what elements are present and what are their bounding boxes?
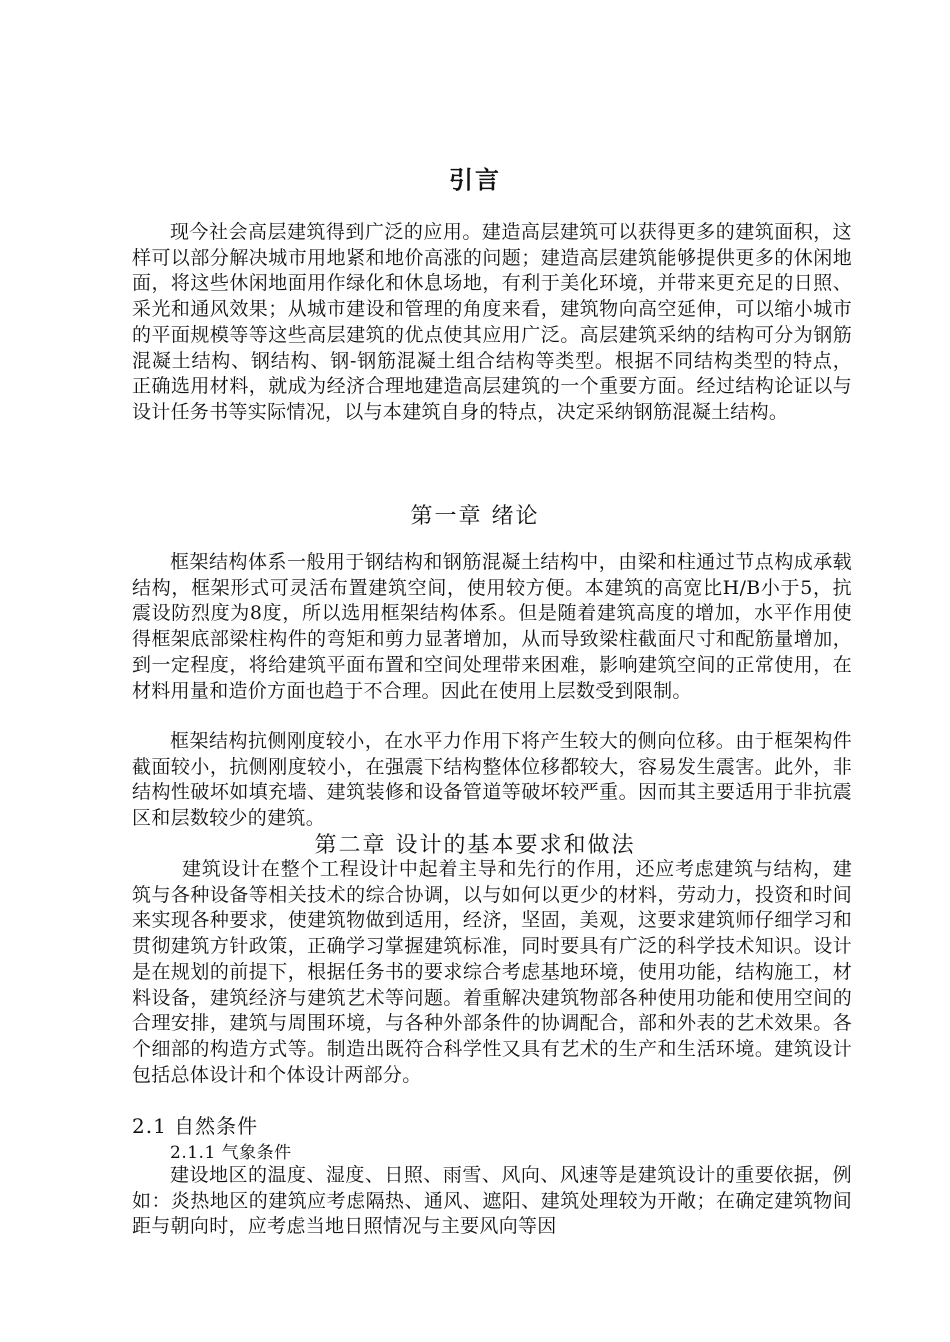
chapter1-title: 第一章 绪论 — [410, 504, 540, 529]
subsection-2-1-1-title: 2.1.1 气象条件 — [170, 1143, 292, 1163]
chapter1-paragraph-2: 框架结构抗侧刚度较小，在水平力作用下将产生较大的侧向位移。由于框架构件截面较小，抗侧刚度较小，在强震下结构整体位移都较大，容易发生震害。此外，非结构性破坏如填充墙、建筑装修和设备管道等破坏较严重。因而其主要适用于非抗震区和层数较少的建筑。 — [132, 730, 852, 830]
subsection-2-1-1-paragraph: 建设地区的温度、湿度、日照、雨雪、风向、风速等是建筑设计的重要依据，例如：炎热地区的建筑应考虑隔热、通风、遮阳、建筑处理较为开敞；在确定建筑物间距与朝向时，应考虑当地日照情况与主要风向等因 — [132, 1164, 852, 1238]
chapter2-title: 第二章 设计的基本要求和做法 — [314, 833, 636, 858]
intro-paragraph: 现今社会高层建筑得到广泛的应用。建造高层建筑可以获得更多的建筑面积，这样可以部分解决城市用地紧和地价高涨的问题；建造高层建筑能够提供更多的休闲地面，将这些休闲地面用作绿化和休息场地，有利于美化环境，并带来更充足的日照、采光和通风效果；从城市建设和管理的角度来看，建筑物向高空延伸，可以缩小城市的平面规模等等这些高层建筑的优点使其应用广泛。高层建筑采纳的结构可分为钢筋混凝土结构、钢结构、钢-钢筋混凝土组合结构等类型。根据不同结构类型的特点，正确选用材料，就成为经济合理地建造高层建筑的一个重要方面。经过结构论证以与设计任务书等实际情况，以与本建筑自身的特点，决定采纳钢筋混凝土结构。 — [132, 221, 852, 423]
chapter1-paragraph-1: 框架结构体系一般用于钢结构和钢筋混凝土结构中，由梁和柱通过节点构成承载结构，框架形式可灵活布置建筑空间，使用较方便。本建筑的高宽比H/B小于5，抗震设防烈度为8度，所以选用框架结构体系。但是随着建筑高度的增加，水平作用使得框架底部梁柱构件的弯矩和剪力显著增加，从而导致梁柱截面尺寸和配筋量增加，到一定程度，将给建筑平面布置和空间处理带来困难，影响建筑空间的正常使用，在材料用量和造价方面也趋于不合理。因此在使用上层数受到限制。 — [132, 551, 852, 702]
chapter2-paragraph: 建筑设计在整个工程设计中起着主导和先行的作用，还应考虑建筑与结构，建筑与各种设备等相关技术的综合协调，以与如何以更少的材料，劳动力，投资和时间来实现各种要求，使建筑物做到适用，经济，坚固，美观，这要求建筑师仔细学习和贯彻建筑方针政策，正确学习掌握建筑标准，同时要具有广泛的科学技术知识。设计是在规划的前提下，根据任务书的要求综合考虑基地环境，使用功能，结构施工，材料设备，建筑经济与建筑艺术等问题。着重解决建筑物部各种使用功能和使用空间的合理安排，建筑与周围环境，与各种外部条件的协调配合，部和外表的艺术效果。各个细部的构造方式等。制造出既符合科学性又具有艺术的生产和生活环境。建筑设计包括总体设计和个体设计两部分。 — [132, 858, 852, 1086]
intro-title: 引言 — [449, 165, 501, 194]
section-2-1-title: 2.1 自然条件 — [132, 1114, 259, 1138]
